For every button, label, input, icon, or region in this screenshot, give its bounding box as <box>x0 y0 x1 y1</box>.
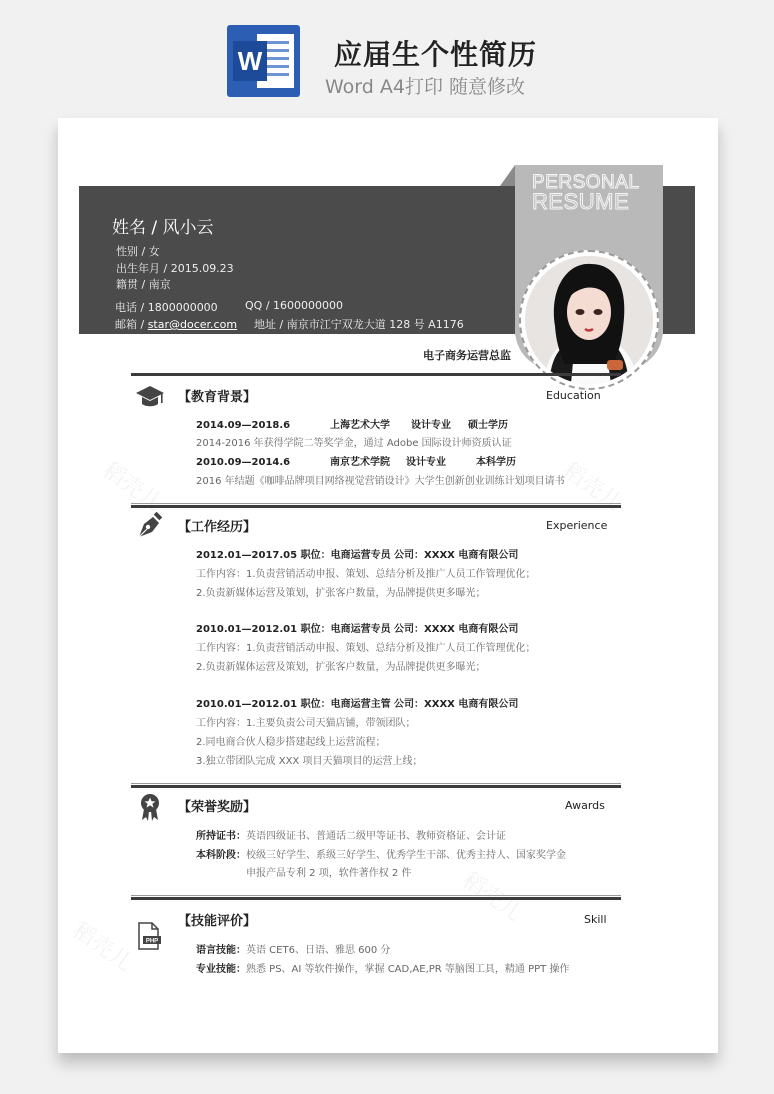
birth-date: 出生年月 / 2015.09.23 <box>116 262 234 275</box>
candidate-name: 姓名 / 风小云 <box>112 218 214 238</box>
section-en-work: Experience <box>546 519 608 532</box>
banner-subtitle: Word A4打印 随意修改 <box>325 76 526 98</box>
email-link[interactable]: star@docer.com <box>147 318 238 331</box>
section-title-awards: 【荣誉奖励】 <box>178 800 257 815</box>
tag-resume: RESUME <box>532 189 630 214</box>
work-entry-2-line-2: 2.负责新媒体运营及策划，扩张客户数量，为品牌提供更多曝光； <box>196 662 486 673</box>
avatar <box>525 256 653 384</box>
work-entry-1-line-2: 2.负责新媒体运营及策划，扩张客户数量，为品牌提供更多曝光； <box>196 588 486 599</box>
section-en-skills: Skill <box>584 913 607 926</box>
section-title-education: 【教育背景】 <box>178 390 257 405</box>
work-entry-3-line-3: 3.独立带团队完成 XXX 项目天猫项目的运营上线； <box>196 756 423 767</box>
section-divider <box>131 783 621 784</box>
work-entry-1-head: 2012.01—2017.05 职位：电商运营专员 公司：XXXX 电商有限公司 <box>196 550 519 561</box>
email <box>115 316 237 332</box>
award-ribbon-icon <box>135 792 165 820</box>
top-banner <box>0 0 774 112</box>
php-file-icon <box>135 922 165 950</box>
awards-stage-2: 申报产品专利 2 项，软件著作权 2 件 <box>246 868 412 879</box>
tag-fold <box>500 165 515 186</box>
awards-cert: 所持证书：英语四级证书、普通话二级甲等证书、教师资格证、会计证 <box>196 831 506 842</box>
work-entry-2-head: 2010.01—2012.01 职位：电商运营专员 公司：XXXX 电商有限公司 <box>196 624 519 635</box>
section-en-awards: Awards <box>565 799 605 812</box>
work-entry-3-line-1: 工作内容：1.主要负责公司天猫店铺，带领团队； <box>196 718 416 729</box>
section-divider <box>131 503 621 504</box>
qq: QQ / 1600000000 <box>245 299 344 312</box>
section-divider <box>131 505 621 508</box>
edu-entry-2-note: 2016 年结题《咖啡品牌项目网络视觉营销设计》大学生创新创业训练计划项目请书 <box>196 476 565 487</box>
section-en-education: Education <box>546 389 601 402</box>
pen-nib-icon <box>135 512 165 540</box>
graduation-cap-icon <box>135 382 165 410</box>
awards-stage: 本科阶段：校级三好学生、系级三好学生、优秀学生干部、优秀主持人、国家奖学金 <box>196 850 566 861</box>
work-entry-3-line-2: 2.同电商合伙人稳步搭建起线上运营流程； <box>196 737 386 748</box>
phone: 电话 / 1800000000 <box>115 301 218 314</box>
section-divider <box>131 373 621 376</box>
work-entry-2-line-1: 工作内容：1.负责营销活动申报、策划、总结分析及推广人员工作管理优化； <box>196 643 536 654</box>
native-place: 籍贯 / 南京 <box>116 278 171 291</box>
section-title-skills: 【技能评价】 <box>178 914 257 929</box>
section-title-work: 【工作经历】 <box>178 520 257 535</box>
banner-title: 应届生个性简历 <box>334 38 538 71</box>
work-entry-3-head: 2010.01—2012.01 职位：电商运营主管 公司：XXXX 电商有限公司 <box>196 699 519 710</box>
skills-professional: 专业技能：熟悉 PS、AI 等软件操作，掌握 CAD,AE,PR 等脑图工具，精通 PPT 操作 <box>196 964 570 975</box>
work-entry-1-line-1: 工作内容：1.负责营销活动申报、策划、总结分析及推广人员工作管理优化； <box>196 569 536 580</box>
skills-language: 语言技能：英语 CET6、日语、雅思 600 分 <box>196 945 391 956</box>
tag-personal: PERSONAL <box>532 172 640 193</box>
word-document-icon: W <box>227 25 300 97</box>
address: 地址 / 南京市江宁双龙大道 128 号 A1176 <box>254 318 464 331</box>
gender: 性别 / 女 <box>116 245 160 258</box>
edu-entry-1-head: 2014.09—2018.6 上海艺术大学 设计专业 硕士学历 <box>196 420 508 431</box>
section-divider <box>131 897 621 900</box>
svg-text:PHP: PHP <box>145 938 159 945</box>
section-divider <box>131 785 621 788</box>
job-title: 电子商务运营总监 <box>423 349 511 362</box>
section-divider <box>131 895 621 896</box>
email-label: 邮箱 / <box>115 318 148 331</box>
edu-entry-2-head: 2010.09—2014.6 南京艺术学院 设计专业 本科学历 <box>196 457 516 468</box>
edu-entry-1-note: 2014-2016 年获得学院二等奖学金，通过 Adobe 国际设计师资质认证 <box>196 438 512 449</box>
